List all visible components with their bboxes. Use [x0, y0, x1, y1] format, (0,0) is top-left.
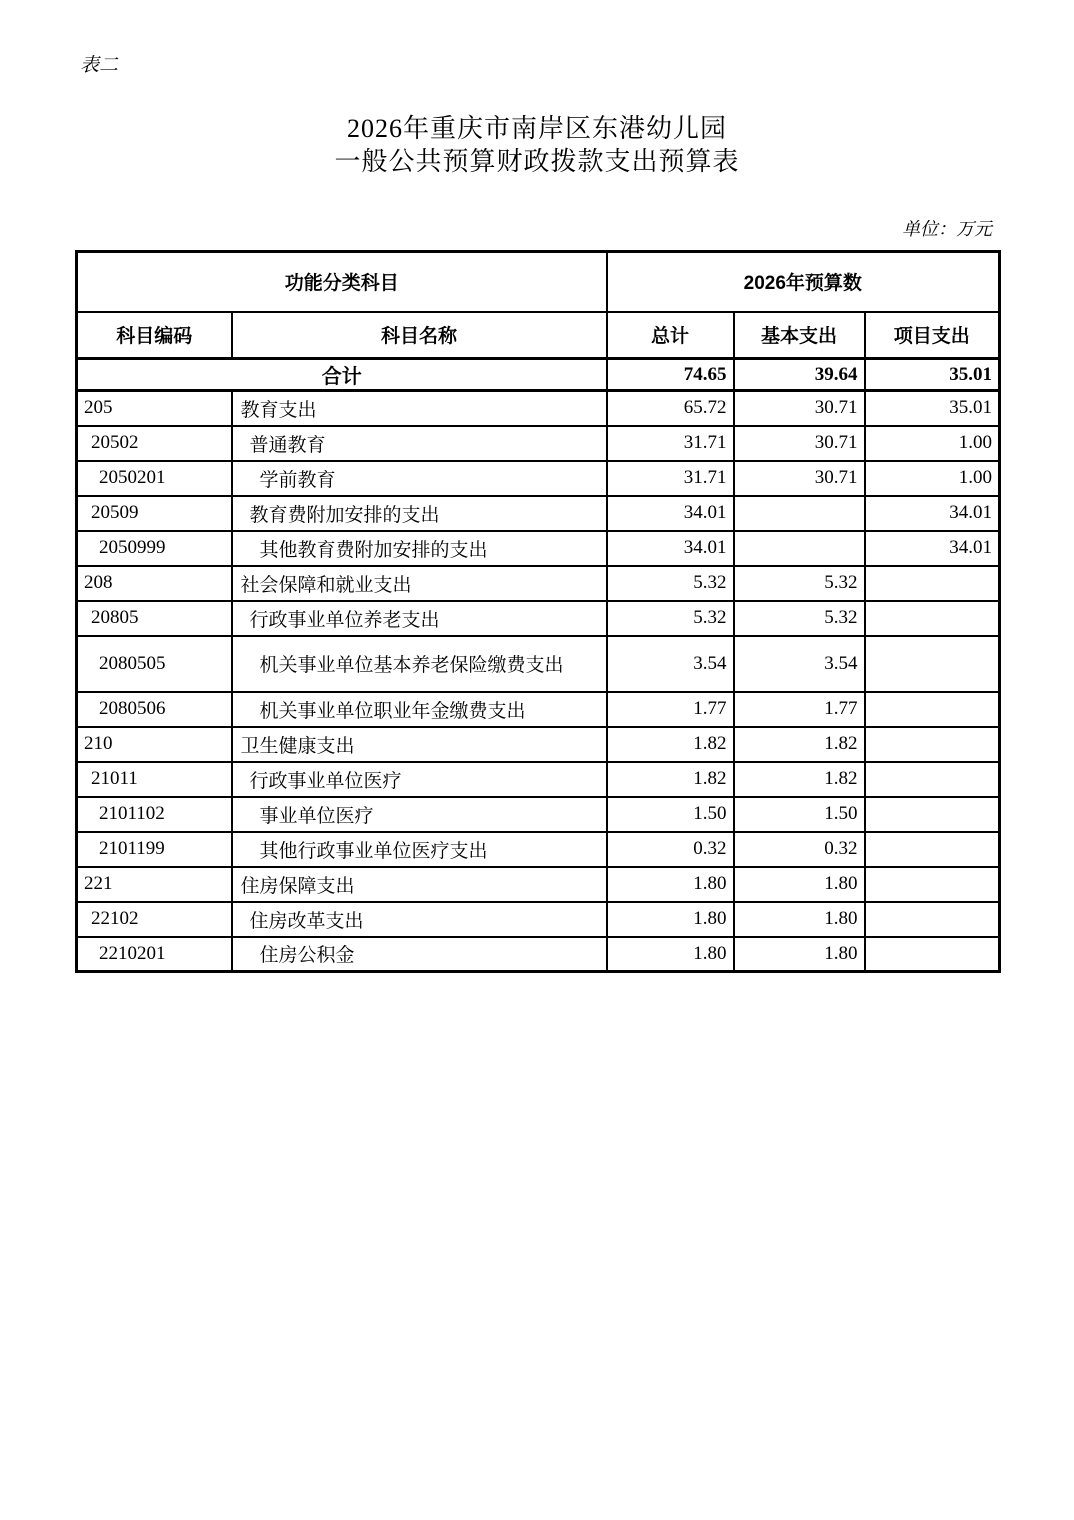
- table-row: [77, 762, 1000, 797]
- basic-expense-value: [734, 531, 865, 566]
- total-value: 34.01: [607, 496, 734, 531]
- subject-name: 普通教育: [232, 426, 607, 461]
- project-expense-value: [865, 867, 1000, 902]
- basic-expense-value: 1.80: [734, 867, 865, 902]
- project-expense-value: [865, 762, 1000, 797]
- header-group-row: [77, 252, 1000, 312]
- subject-name: 教育支出: [232, 391, 607, 426]
- total-value: 1.82: [607, 762, 734, 797]
- total-value: 31.71: [607, 426, 734, 461]
- header-col-name: 科目名称: [232, 312, 607, 359]
- subject-name: 教育费附加安排的支出: [232, 496, 607, 531]
- project-expense-value: 34.01: [865, 496, 1000, 531]
- subject-code: 2080506: [77, 692, 232, 727]
- table-number-label: 表二: [80, 55, 119, 76]
- subject-name: 住房改革支出: [232, 902, 607, 937]
- unit-note: 单位：万元: [902, 219, 992, 239]
- total-row-label: 合计: [77, 359, 607, 391]
- header-col-code: 科目编码: [77, 312, 232, 359]
- total-row-basic: 39.64: [734, 359, 865, 391]
- basic-expense-value: 0.32: [734, 832, 865, 867]
- table-row: [77, 937, 1000, 972]
- table-row: [77, 692, 1000, 727]
- project-expense-value: [865, 902, 1000, 937]
- header-col-total: 总计: [607, 312, 734, 359]
- subject-name: 住房公积金: [232, 937, 607, 972]
- total-value: 31.71: [607, 461, 734, 496]
- subject-name: 学前教育: [232, 461, 607, 496]
- table-row: [77, 566, 1000, 601]
- basic-expense-value: 1.80: [734, 937, 865, 972]
- subject-name: 其他教育费附加安排的支出: [232, 531, 607, 566]
- basic-expense-value: 1.80: [734, 902, 865, 937]
- header-budget-group: 2026年预算数: [607, 252, 1000, 312]
- subject-name: 行政事业单位养老支出: [232, 601, 607, 636]
- table-row: [77, 636, 1000, 692]
- total-value: 1.77: [607, 692, 734, 727]
- table-row: [77, 426, 1000, 461]
- table-row: [77, 496, 1000, 531]
- table-row: [77, 461, 1000, 496]
- basic-expense-value: 3.54: [734, 636, 865, 692]
- table-row: [77, 832, 1000, 867]
- subject-name: 其他行政事业单位医疗支出: [232, 832, 607, 867]
- total-row-project: 35.01: [865, 359, 1000, 391]
- project-expense-value: [865, 937, 1000, 972]
- subject-code: 2080505: [77, 636, 232, 692]
- header-function-group: 功能分类科目: [77, 252, 607, 312]
- table-body: [77, 359, 1000, 972]
- document-title: [0, 112, 1074, 178]
- project-expense-value: [865, 797, 1000, 832]
- total-value: 5.32: [607, 601, 734, 636]
- subject-code: 21011: [77, 762, 232, 797]
- basic-expense-value: 30.71: [734, 391, 865, 426]
- table-row: [77, 727, 1000, 762]
- table-row: [77, 867, 1000, 902]
- subject-name: 社会保障和就业支出: [232, 566, 607, 601]
- budget-table: [75, 250, 1001, 973]
- total-value: 5.32: [607, 566, 734, 601]
- basic-expense-value: [734, 496, 865, 531]
- total-value: 0.32: [607, 832, 734, 867]
- subject-code: 210: [77, 727, 232, 762]
- subject-name: 住房保障支出: [232, 867, 607, 902]
- table-row: [77, 531, 1000, 566]
- total-value: 1.82: [607, 727, 734, 762]
- total-row: [77, 359, 1000, 391]
- total-value: 1.80: [607, 867, 734, 902]
- subject-name: 机关事业单位职业年金缴费支出: [232, 692, 607, 727]
- subject-code: 2050999: [77, 531, 232, 566]
- subject-code: 20509: [77, 496, 232, 531]
- basic-expense-value: 1.77: [734, 692, 865, 727]
- subject-code: 2210201: [77, 937, 232, 972]
- subject-name: 机关事业单位基本养老保险缴费支出: [232, 636, 607, 692]
- table-row: [77, 797, 1000, 832]
- subject-name: 事业单位医疗: [232, 797, 607, 832]
- basic-expense-value: 30.71: [734, 461, 865, 496]
- header-columns-row: [77, 312, 1000, 359]
- subject-code: 2050201: [77, 461, 232, 496]
- subject-code: 20805: [77, 601, 232, 636]
- project-expense-value: [865, 636, 1000, 692]
- total-value: 1.50: [607, 797, 734, 832]
- table-header: [77, 252, 1000, 359]
- subject-code: 2101199: [77, 832, 232, 867]
- project-expense-value: 1.00: [865, 426, 1000, 461]
- basic-expense-value: 30.71: [734, 426, 865, 461]
- header-col-project: 项目支出: [865, 312, 1000, 359]
- project-expense-value: [865, 832, 1000, 867]
- subject-name: 卫生健康支出: [232, 727, 607, 762]
- header-col-basic: 基本支出: [734, 312, 865, 359]
- table-row: [77, 601, 1000, 636]
- total-row-total: 74.65: [607, 359, 734, 391]
- subject-code: 20502: [77, 426, 232, 461]
- total-value: 65.72: [607, 391, 734, 426]
- title-line-1: 2026年重庆市南岸区东港幼儿园: [346, 114, 727, 143]
- project-expense-value: [865, 692, 1000, 727]
- total-value: 1.80: [607, 937, 734, 972]
- subject-code: 221: [77, 867, 232, 902]
- project-expense-value: [865, 566, 1000, 601]
- table-row: [77, 391, 1000, 426]
- total-value: 1.80: [607, 902, 734, 937]
- table-row: [77, 902, 1000, 937]
- project-expense-value: [865, 727, 1000, 762]
- basic-expense-value: 5.32: [734, 601, 865, 636]
- title-line-2: 一般公共预算财政拨款支出预算表: [334, 147, 740, 176]
- basic-expense-value: 5.32: [734, 566, 865, 601]
- subject-code: 205: [77, 391, 232, 426]
- subject-code: 208: [77, 566, 232, 601]
- basic-expense-value: 1.50: [734, 797, 865, 832]
- project-expense-value: 1.00: [865, 461, 1000, 496]
- project-expense-value: 34.01: [865, 531, 1000, 566]
- total-value: 34.01: [607, 531, 734, 566]
- subject-name: 行政事业单位医疗: [232, 762, 607, 797]
- subject-code: 22102: [77, 902, 232, 937]
- basic-expense-value: 1.82: [734, 727, 865, 762]
- basic-expense-value: 1.82: [734, 762, 865, 797]
- project-expense-value: 35.01: [865, 391, 1000, 426]
- subject-code: 2101102: [77, 797, 232, 832]
- project-expense-value: [865, 601, 1000, 636]
- total-value: 3.54: [607, 636, 734, 692]
